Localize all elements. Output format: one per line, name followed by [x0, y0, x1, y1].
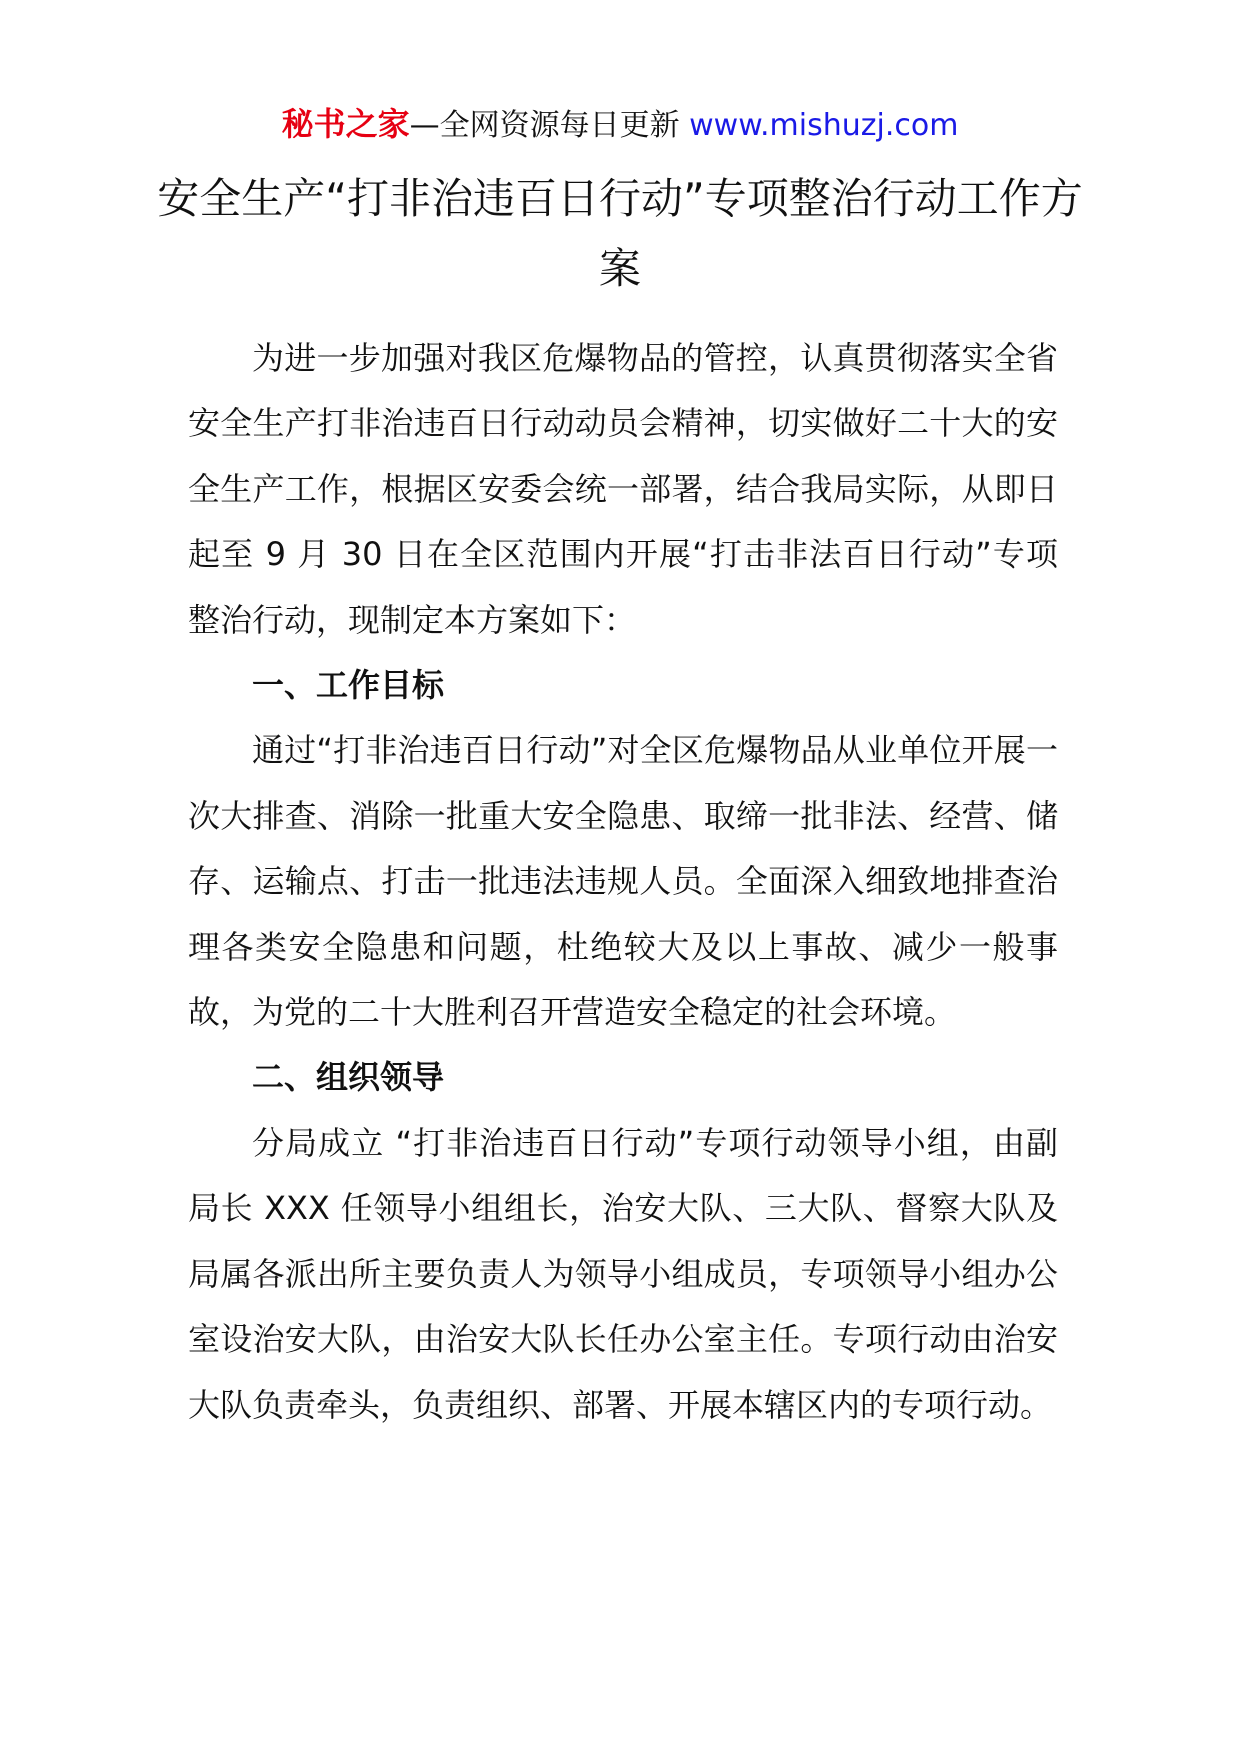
header-tagline: —全网资源每日更新 [409, 108, 690, 143]
brand-name: 秘书之家 [281, 105, 410, 143]
intro-paragraph: 为进一步加强对我区危爆物品的管控，认真贯彻落实全省安全生产打非治违百日行动动员会精神，切实做好二十大的安全生产工作，根据区安委会统一部署，结合我局实际，从即日起至 9 月 30 日在全区范围内开展“打击非法百日行动”专项整治行动，现制定本方案如下： [188, 339, 1058, 639]
document-body [188, 326, 1058, 1438]
site-url-link[interactable]: www.mishuzj.com [689, 108, 959, 143]
section-heading-leadership: 二、组织领导 [252, 1058, 445, 1097]
document-title: 安全生产“打非治违百日行动”专项整治行动工作方案 [157, 174, 1083, 293]
section-heading-goals: 一、工作目标 [252, 666, 445, 705]
goals-paragraph: 通过“打非治违百日行动”对全区危爆物品从业单位开展一次大排查、消除一批重大安全隐患、取缔一批非法、经营、储存、运输点、打击一批违法违规人员。全面深入细致地排查治理各类安全隐患和问题，杜绝较大及以上事故、减少一般事故，为党的二十大胜利召开营造安全稳定的社会环境。 [188, 731, 1058, 1032]
leadership-paragraph: 分局成立 “打非治违百日行动”专项行动领导小组，由副局长 XXX 任领导小组组长，治安大队、三大队、督察大队及局属各派出所主要负责人为领导小组成员，专项领导小组办公室设治安大队，由治安大队长任办公室主任。专项行动由治安大队负责牵头，负责组织、部署、开展本辖区内的专项行动。 [188, 1123, 1058, 1424]
site-header [0, 104, 1240, 146]
